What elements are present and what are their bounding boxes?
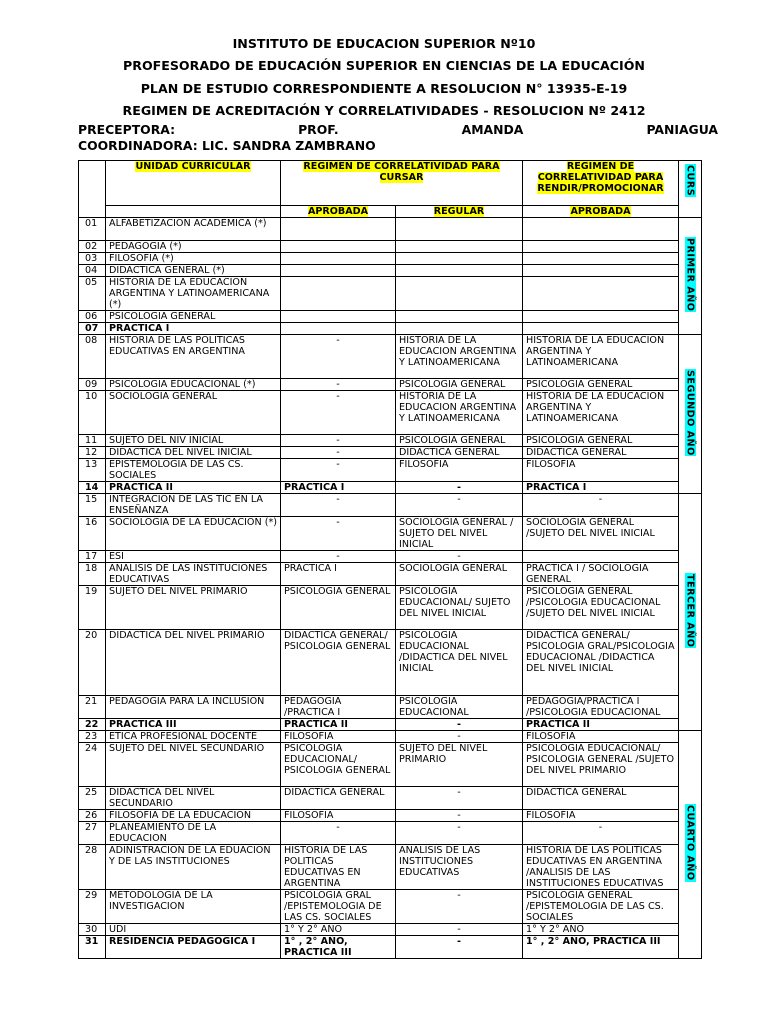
unidad-curricular-cell: ALFABETIZACION ACADEMICA (*) [106, 218, 281, 241]
unidad-curricular-cell: RESIDENCIA PEDAGOGICA I [106, 936, 281, 959]
unidad-curricular-header: UNIDAD CURRICULAR [135, 161, 251, 172]
table-row [79, 719, 702, 731]
aprobada-cell [281, 277, 396, 311]
regular-cell: - [396, 719, 523, 731]
unidad-curricular-cell: DIDACTICA GENERAL (*) [106, 265, 281, 277]
row-number-cell: 05 [79, 277, 106, 311]
table-row [79, 630, 702, 696]
table-row [79, 586, 702, 630]
row-number-cell: 06 [79, 311, 106, 323]
regular-cell [396, 253, 523, 265]
document-header [0, 33, 768, 123]
aprobada-header: APROBADA [307, 206, 369, 217]
unidad-curricular-cell: ESI [106, 551, 281, 563]
table-row [79, 731, 702, 743]
table-row [79, 265, 702, 277]
unidad-curricular-cell: FILOSOFIA DE LA EDUCACION [106, 810, 281, 822]
segundo-ano-label: SEGUNDO AÑO [684, 369, 696, 456]
regular-cell: - [396, 551, 523, 563]
table-row [79, 822, 702, 845]
row-number-cell: 04 [79, 265, 106, 277]
row-number-cell: 21 [79, 696, 106, 719]
cuarto-ano-label: CUARTO AÑO [684, 805, 696, 881]
unidad-curricular-cell: ADINISTRACION DE LA EDUACION Y DE LAS INSTITUCIONES [106, 845, 281, 890]
preceptora-word-1: PROF. [298, 122, 339, 137]
aprobada-cell: - [281, 379, 396, 391]
subheader-aprobada-cell [281, 206, 396, 218]
aprobada-cell: - [281, 335, 396, 379]
row-number-cell: 11 [79, 435, 106, 447]
aprobada-cell: PRACTICA I [281, 563, 396, 586]
plan-title: PLAN DE ESTUDIO CORRESPONDIENTE A RESOLUCION N° 13935-E-19 [140, 80, 628, 96]
aprobada-cell: - [281, 551, 396, 563]
unidad-curricular-cell: SUJETO DEL NIV INICIAL [106, 435, 281, 447]
regular-cell: DIDACTICA GENERAL [396, 447, 523, 459]
regular-cell: - [396, 924, 523, 936]
aprobada-cell: HISTORIA DE LAS POLITICAS EDUCATIVAS EN ARGENTINA [281, 845, 396, 890]
rendir-aprobada-cell [523, 253, 679, 265]
unidad-curricular-cell: ANALISIS DE LAS INSTITUCIONES EDUCATIVAS [106, 563, 281, 586]
regular-cell [396, 323, 523, 335]
table-row [79, 459, 702, 482]
rendir-aprobada-cell: PSICOLOGIA GENERAL [523, 379, 679, 391]
aprobada-cell: - [281, 822, 396, 845]
unidad-curricular-cell: PEDAGOGIA (*) [106, 241, 281, 253]
aprobada-cell: PRACTICA I [281, 482, 396, 494]
segundo-ano-label-cell [679, 335, 702, 494]
row-number-cell: 15 [79, 494, 106, 517]
regular-cell [396, 311, 523, 323]
aprobada-cell: 1° , 2° AÑO, PRACTICA III [281, 936, 396, 959]
tercer-ano-label-cell [679, 494, 702, 731]
rendir-aprobada-cell: DIDACTICA GENERAL [523, 447, 679, 459]
unidad-curricular-cell: PLANEAMIENTO DE LA EDUCACION [106, 822, 281, 845]
table-row [79, 435, 702, 447]
rendir-aprobada-cell [523, 551, 679, 563]
regular-cell: FILOSOFIA [396, 459, 523, 482]
preceptora-line [78, 122, 718, 137]
table-row [79, 218, 702, 241]
table-row [79, 253, 702, 265]
unidad-curricular-cell: PSICOLOGIA EDUCACIONAL (*) [106, 379, 281, 391]
curs-header: CURS [684, 165, 696, 197]
rendir-aprobada-cell: PRACTICA I [523, 482, 679, 494]
row-number-cell: 17 [79, 551, 106, 563]
rendir-aprobada-cell: FILOSOFIA [523, 810, 679, 822]
aprobada-cell: - [281, 459, 396, 482]
unidad-curricular-cell: DIDACTICA DEL NIVEL INICIAL [106, 447, 281, 459]
row-number-cell: 18 [79, 563, 106, 586]
rendir-header: REGIMEN DE CORRELATIVIDAD PARA RENDIR/PROMOCIONAR [537, 161, 664, 194]
rendir-aprobada-cell [523, 323, 679, 335]
table-subheader-row [79, 206, 702, 218]
table-row [79, 696, 702, 719]
table-row [79, 936, 702, 959]
rendir-aprobada-cell: FILOSOFIA [523, 731, 679, 743]
row-number-cell: 19 [79, 586, 106, 630]
rendir-aprobada-cell: PSICOLOGIA EDUCACIONAL/ PSICOLOGIA GENERAL /SUJETO DEL NIVEL PRIMARIO [523, 743, 679, 787]
tercer-ano-label: TERCER AÑO [684, 573, 696, 648]
regular-cell: - [396, 810, 523, 822]
unidad-curricular-cell: INTEGRACION DE LAS TIC EN LA ENSEÑANZA [106, 494, 281, 517]
regular-cell [396, 241, 523, 253]
row-number-cell: 30 [79, 924, 106, 936]
unidad-curricular-cell: PEDAGOGIA PARA LA INCLUSION [106, 696, 281, 719]
unidad-curricular-cell: SUJETO DEL NIVEL PRIMARIO [106, 586, 281, 630]
program-title: PROFESORADO DE EDUCACIÓN SUPERIOR EN CIENCIAS DE LA EDUCACIÓN [123, 58, 645, 74]
table-row [79, 311, 702, 323]
primer-ano-label: PRIMER AÑO [684, 237, 696, 312]
aprobada-cell [281, 218, 396, 241]
table-row [79, 924, 702, 936]
table-row [79, 277, 702, 311]
row-number-cell: 22 [79, 719, 106, 731]
header-rendir-cell [523, 161, 679, 206]
aprobada-cell: - [281, 447, 396, 459]
regular-cell: - [396, 822, 523, 845]
table-row [79, 517, 702, 551]
regular-cell [396, 218, 523, 241]
row-number-cell: 03 [79, 253, 106, 265]
aprobada-cell: - [281, 391, 396, 435]
table-header-row [79, 161, 702, 206]
rendir-aprobada-cell: PEDAGOGIA/PRACTICA I /PSICOLOGIA EDUCACIONAL [523, 696, 679, 719]
rendir-aprobada-cell: SOCIOLOGIA GENERAL /SUJETO DEL NIVEL INICIAL [523, 517, 679, 551]
aprobada-cell: PSICOLOGIA GRAL /EPISTEMOLOGIA DE LAS CS. SOCIALES [281, 890, 396, 924]
rendir-aprobada-cell: DIDACTICA GENERAL/ PSICOLOGIA GRAL/PSICOLOGIA EDUCACIONAL /DIDACTICA DEL NIVEL INICIAL [523, 630, 679, 696]
subheader-regular-cell [396, 206, 523, 218]
aprobada-cell: PRACTICA II [281, 719, 396, 731]
table-row [79, 563, 702, 586]
aprobada-cell: DIDACTICA GENERAL/ PSICOLOGIA GENERAL [281, 630, 396, 696]
aprobada-cell [281, 265, 396, 277]
row-number-cell: 25 [79, 787, 106, 810]
table-row [79, 743, 702, 787]
regular-cell: - [396, 787, 523, 810]
rendir-aprobada-cell: 1° Y 2° AÑO [523, 924, 679, 936]
row-number-cell: 31 [79, 936, 106, 959]
table-row [79, 447, 702, 459]
regular-cell: PSICOLOGIA GENERAL [396, 435, 523, 447]
rendir-aprobada-cell: 1° , 2° AÑO, PRACTICA III [523, 936, 679, 959]
regular-cell: - [396, 494, 523, 517]
cuarto-ano-label-cell [679, 731, 702, 959]
row-number-cell: 02 [79, 241, 106, 253]
regular-cell: PSICOLOGIA EDUCACIONAL /DIDACTICA DEL NIVEL INICIAL [396, 630, 523, 696]
table-row [79, 551, 702, 563]
unidad-curricular-cell: UDI [106, 924, 281, 936]
rendir-aprobada-cell: DIDACTICA GENERAL [523, 787, 679, 810]
regular-cell: PSICOLOGIA GENERAL [396, 379, 523, 391]
row-number-cell: 16 [79, 517, 106, 551]
rendir-aprobada-cell: PSICOLOGIA GENERAL /EPISTEMOLOGIA DE LAS CS. SOCIALES [523, 890, 679, 924]
rendir-aprobada-cell [523, 241, 679, 253]
aprobada-cell [281, 253, 396, 265]
unidad-curricular-cell: PRACTICA I [106, 323, 281, 335]
unidad-curricular-cell: SOCIOLOGIA DE LA EDUCACION (*) [106, 517, 281, 551]
table-row [79, 323, 702, 335]
rendir-aprobada-cell: - [523, 822, 679, 845]
row-number-cell: 01 [79, 218, 106, 241]
rendir-aprobada-cell [523, 311, 679, 323]
unidad-curricular-cell: HISTORIA DE LA EDUCACION ARGENTINA Y LATINOAMERICANA (*) [106, 277, 281, 311]
unidad-curricular-cell: SOCIOLOGIA GENERAL [106, 391, 281, 435]
regime-title: REGIMEN DE ACREDITACIÓN Y CORRELATIVIDADES - RESOLUCION Nº 2412 [122, 103, 646, 119]
rendir-aprobada-cell: HISTORIA DE LA EDUCACION ARGENTINA Y LATINOAMERICANA [523, 335, 679, 379]
aprobada-cell: FILOSOFIA [281, 731, 396, 743]
unidad-curricular-cell: METODOLOGIA DE LA INVESTIGACION [106, 890, 281, 924]
rendir-aprobada-cell: PRACTICA II [523, 719, 679, 731]
preceptora-word-2: AMANDA [461, 122, 524, 137]
rendir-aprobada-cell [523, 218, 679, 241]
regular-cell: SUJETO DEL NIVEL PRIMARIO [396, 743, 523, 787]
rendir-aprobada-cell [523, 265, 679, 277]
row-number-cell: 24 [79, 743, 106, 787]
table-row [79, 810, 702, 822]
header-num-cell [79, 161, 106, 218]
rendir-aprobada-cell: - [523, 494, 679, 517]
table-row [79, 241, 702, 253]
unidad-curricular-cell: PSICOLOGIA GENERAL [106, 311, 281, 323]
aprobada-cell [281, 311, 396, 323]
rendir-aprobada-cell [523, 277, 679, 311]
aprobada-cell: PSICOLOGIA GENERAL [281, 586, 396, 630]
institute-title: INSTITUTO DE EDUCACION SUPERIOR Nº10 [232, 36, 536, 51]
unidad-curricular-cell: DIDACTICA DEL NIVEL PRIMARIO [106, 630, 281, 696]
correlatividades-table [78, 160, 702, 959]
table-row [79, 890, 702, 924]
row-number-cell: 20 [79, 630, 106, 696]
aprobada-cell: PSICOLOGIA EDUCACIONAL/ PSICOLOGIA GENERAL [281, 743, 396, 787]
unidad-curricular-cell: DIDACTICA DEL NIVEL SECUNDARIO [106, 787, 281, 810]
table-row [79, 335, 702, 379]
table-row [79, 391, 702, 435]
aprobada-cell: PEDAGOGIA /PRACTICA I [281, 696, 396, 719]
row-number-cell: 27 [79, 822, 106, 845]
regular-cell [396, 277, 523, 311]
coordinadora-line: COORDINADORA: LIC. SANDRA ZAMBRANO [78, 138, 376, 153]
regular-cell: ANALISIS DE LAS INSTITUCIONES EDUCATIVAS [396, 845, 523, 890]
regular-cell: - [396, 482, 523, 494]
row-number-cell: 12 [79, 447, 106, 459]
unidad-curricular-cell: HISTORIA DE LAS POLITICAS EDUCATIVAS EN ARGENTINA [106, 335, 281, 379]
table-row [79, 379, 702, 391]
regular-cell [396, 265, 523, 277]
aprobada-cell: - [281, 494, 396, 517]
subheader-empty-cell [106, 206, 281, 218]
row-number-cell: 13 [79, 459, 106, 482]
regular-cell: PSICOLOGIA EDUCACIONAL/ SUJETO DEL NIVEL INICIAL [396, 586, 523, 630]
rendir-aprobada-cell: FILOSOFIA [523, 459, 679, 482]
table-row [79, 494, 702, 517]
unidad-curricular-cell: SUJETO DEL NIVEL SECUNDARIO [106, 743, 281, 787]
rendir-aprobada-cell: HISTORIA DE LAS POLITICAS EDUCATIVAS EN ARGENTINA /ANALISIS DE LAS INSTITUCIONES EDUCATIVAS [523, 845, 679, 890]
row-number-cell: 07 [79, 323, 106, 335]
regular-cell: - [396, 731, 523, 743]
rendir-aprobada-header: APROBADA [570, 206, 631, 217]
regular-cell: - [396, 936, 523, 959]
subheader-rendir-aprobada-cell [523, 206, 679, 218]
unidad-curricular-cell: EPISTEMOLOGIA DE LAS CS. SOCIALES [106, 459, 281, 482]
cursar-header: REGIMEN DE CORRELATIVIDAD PARA CURSAR [303, 161, 500, 183]
unidad-curricular-cell: ETICA PROFESIONAL DOCENTE [106, 731, 281, 743]
regular-cell: HISTORIA DE LA EDUCACION ARGENTINA Y LATINOAMERICANA [396, 391, 523, 435]
row-number-cell: 26 [79, 810, 106, 822]
primer-ano-label-cell [679, 218, 702, 335]
preceptora-word-3: PANIAGUA [646, 122, 718, 137]
curs-header-cell [679, 161, 702, 218]
unidad-curricular-cell: PRACTICA II [106, 482, 281, 494]
row-number-cell: 14 [79, 482, 106, 494]
aprobada-cell: DIDACTICA GENERAL [281, 787, 396, 810]
regular-header: REGULAR [433, 206, 485, 217]
rendir-aprobada-cell: PSICOLOGIA GENERAL [523, 435, 679, 447]
unidad-curricular-cell: PRACTICA III [106, 719, 281, 731]
rendir-aprobada-cell: PRACTICA I / SOCIOLOGIA GENERAL [523, 563, 679, 586]
regular-cell: HISTORIA DE LA EDUCACION ARGENTINA Y LATINOAMERICANA [396, 335, 523, 379]
aprobada-cell [281, 323, 396, 335]
preceptora-label: PRECEPTORA: [78, 122, 176, 137]
aprobada-cell [281, 241, 396, 253]
row-number-cell: 23 [79, 731, 106, 743]
aprobada-cell: - [281, 517, 396, 551]
table-row [79, 845, 702, 890]
regular-cell: SOCIOLOGIA GENERAL / SUJETO DEL NIVEL INICIAL [396, 517, 523, 551]
regular-cell: - [396, 890, 523, 924]
unidad-curricular-cell: FILOSOFIA (*) [106, 253, 281, 265]
aprobada-cell: - [281, 435, 396, 447]
header-cursar-cell [281, 161, 523, 206]
regular-cell: PSICOLOGIA EDUCACIONAL [396, 696, 523, 719]
row-number-cell: 10 [79, 391, 106, 435]
header-unidad-cell [106, 161, 281, 206]
aprobada-cell: 1° Y 2° AÑO [281, 924, 396, 936]
aprobada-cell: FILOSOFIA [281, 810, 396, 822]
table-row [79, 482, 702, 494]
row-number-cell: 08 [79, 335, 106, 379]
row-number-cell: 29 [79, 890, 106, 924]
row-number-cell: 28 [79, 845, 106, 890]
regular-cell: SOCIOLOGIA GENERAL [396, 563, 523, 586]
rendir-aprobada-cell: PSICOLOGIA GENERAL /PSICOLOGIA EDUCACIONAL /SUJETO DEL NIVEL INICIAL [523, 586, 679, 630]
rendir-aprobada-cell: HISTORIA DE LA EDUCACION ARGENTINA Y LATINOAMERICANA [523, 391, 679, 435]
row-number-cell: 09 [79, 379, 106, 391]
table-row [79, 787, 702, 810]
